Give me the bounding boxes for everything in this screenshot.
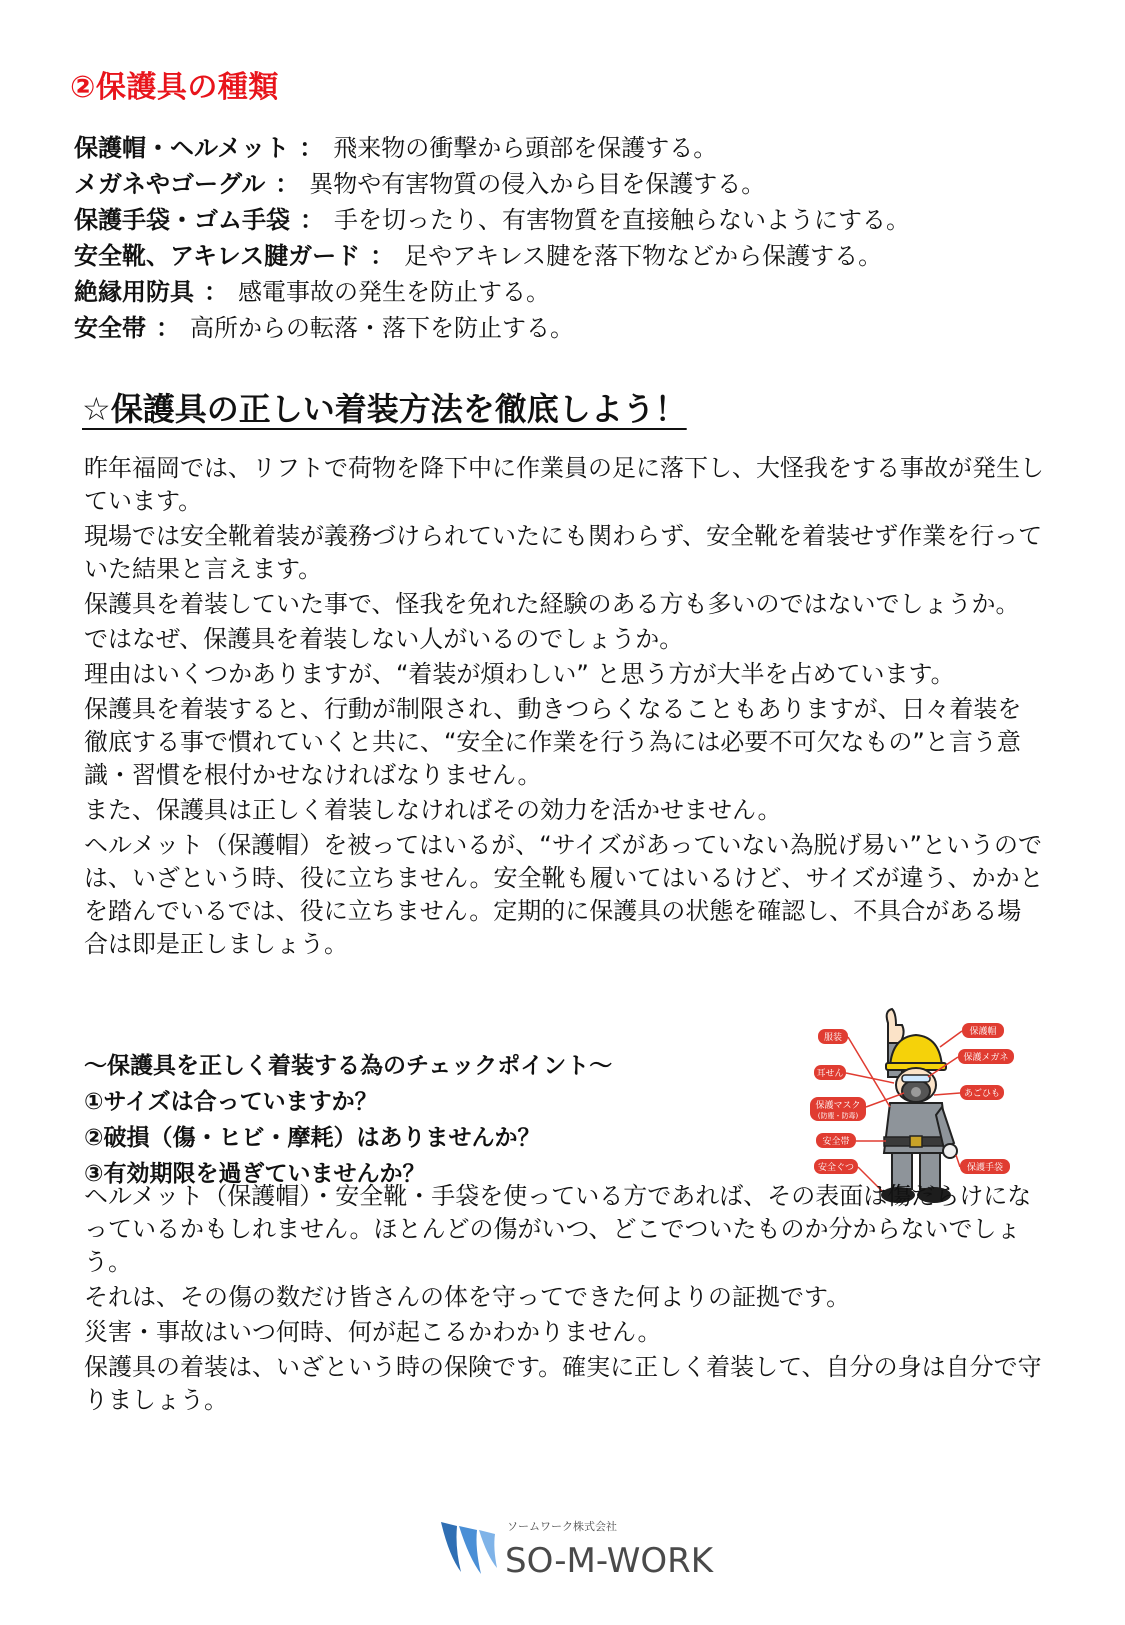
headline: ☆保護具の正しい着装方法を徹底しよう！ [82,390,687,428]
ppe-item-name: 安全靴、アキレス腱ガード [74,242,361,270]
paragraph: 保護具の着装は、いざという時の保険です。確実に正しく着装して、自分の身は自分で守りましょう。 [84,1353,1042,1414]
label-helmet: 保護帽 [969,1027,997,1037]
ppe-item-name: 保護帽・ヘルメット [74,134,290,162]
paragraph: ではなぜ、保護具を着装しない人がいるのでしょうか。 [84,625,684,653]
ppe-item [74,238,1084,274]
checkpoint-list [84,1048,764,1192]
paragraph: 理由はいくつかありますが、“着装が煩わしい” と思う方が大半を占めています。 [84,660,955,688]
checkpoint-item: ②破損（傷・ヒビ・摩耗）はありませんか？ [84,1125,541,1151]
company-logo [435,1512,745,1584]
ppe-item-description: 高所からの転落・落下を防止する。 [190,314,574,342]
label-mask-sub: (防塵・防毒) [817,1112,859,1120]
ppe-item-name: 安全帯 [74,314,146,342]
ppe-item-separator: ： [275,170,300,198]
label-gloves: 保護手袋 [966,1163,1004,1173]
closing-text [84,1180,1044,1419]
label-mask: 保護マスク [815,1101,861,1111]
checkpoint-item: ①サイズは合っていますか？ [84,1089,378,1115]
section-title: ②保護具の種類 [70,70,279,105]
checkpoint-title: ～保護具を正しく着装する為のチェックポイント～ [84,1053,613,1079]
label-chinstrap: あごひも [963,1089,1001,1099]
paragraph: また、保護具は正しく着装しなければその効力を活かせません。 [84,796,782,824]
ppe-item-separator: ： [156,314,180,342]
ppe-item [74,202,1084,238]
ppe-item-name: メガネやゴーグル [74,170,266,198]
worker-figure [881,1009,957,1203]
ppe-item-name: 保護手袋・ゴム手袋 [74,206,290,234]
checkpoint-item: ③有効期限を過ぎていませんか？ [84,1161,426,1187]
ppe-item-description: 感電事故の発生を防止する。 [238,278,550,306]
ppe-item-separator: ： [204,278,228,306]
paragraph: ヘルメット（保護帽）・安全靴・手袋を使っている方であれば、その表面は傷だらけになっているかもしれません。ほとんどの傷がいつ、どこでついたものか分からないでしょう。 [84,1182,1032,1276]
label-earplug: 耳せん [816,1069,844,1079]
label-shoes: 安全ぐつ [817,1163,855,1173]
logo-company-en: SO-M-WORK [505,1541,714,1581]
ppe-item [74,310,1084,346]
body-text [84,452,1044,963]
ppe-item-description: 飛来物の衝撃から頭部を保護する。 [333,134,718,162]
ppe-item [74,274,1084,310]
paragraph: それは、その傷の数だけ皆さんの体を守ってできた何よりの証拠です。 [84,1283,851,1311]
ppe-item [74,166,1084,202]
paragraph: 昨年福岡では、リフトで荷物を降下中に作業員の足に落下し、大怪我をする事故が発生しています。 [84,454,1044,515]
paragraph: 現場では安全靴着装が義務づけられていたにも関わらず、安全靴を着装せず作業を行っていた結果と言えます。 [84,522,1043,583]
paragraph: 保護具を着装すると、行動が制限され、動きつらくなることもありますが、日々着装を徹底する事で慣れていくと共に、“安全に作業を行う為には必要不可欠なもの”と言う意識・習慣を根付かせなければなりません。 [84,695,1022,789]
ppe-item-description: 足やアキレス腱を落下物などから保護する。 [404,242,883,270]
label-clothing: 服装 [823,1033,843,1043]
ppe-item-description: 手を切ったり、有害物質を直接触らないようにする。 [334,206,910,234]
ppe-item-separator: ： [370,242,395,270]
logo-mark-icon [441,1522,497,1574]
label-glasses: 保護メガネ [963,1053,1009,1063]
paragraph: 災害・事故はいつ何時、何が起こるかわかりません。 [84,1318,662,1346]
ppe-item-description: 異物や有害物質の侵入から目を保護する。 [309,170,766,198]
ppe-item-separator: ： [300,206,324,234]
label-harness: 安全帯 [822,1137,850,1147]
ppe-item [74,130,1084,166]
logo-company-jp: ソームワーク株式会社 [507,1520,617,1533]
ppe-list [74,130,1084,346]
ppe-item-separator: ： [299,134,324,162]
paragraph: 保護具を着装していた事で、怪我を免れた経験のある方も多いのではないでしょうか。 [84,590,1020,618]
ppe-item-name: 絶縁用防具 [74,278,194,306]
paragraph: ヘルメット（保護帽）を被ってはいるが、“サイズがあっていない為脱げ易い”というのでは、いざという時、役に立ちません。安全靴も履いてはいるけど、サイズが違う、かかとを踏んでいるでは、役に立ちません。定期的に保護具の状態を確認し、不具合がある場合は即是正しましょう。 [84,831,1044,958]
